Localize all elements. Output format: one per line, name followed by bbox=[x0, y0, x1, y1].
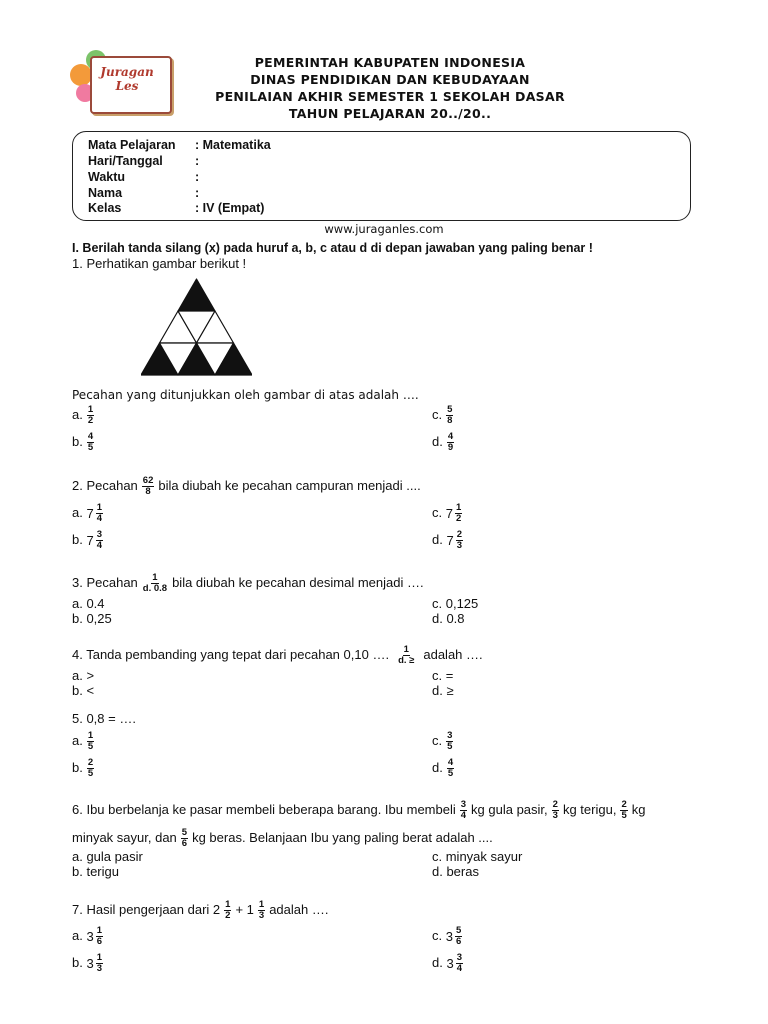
q1-b-label: b. bbox=[72, 433, 83, 449]
q7-f1-den: 2 bbox=[225, 910, 231, 921]
triangle-svg bbox=[141, 277, 252, 377]
q6-l2-pre: minyak sayur, dan bbox=[72, 829, 177, 845]
q2-fraction bbox=[142, 476, 155, 497]
q4-option-a[interactable]: a. > bbox=[72, 668, 95, 683]
mapel-value: : Matematika bbox=[195, 138, 271, 152]
q4-num: 1 bbox=[403, 644, 409, 655]
q6-option-a[interactable]: a. gula pasir bbox=[72, 849, 143, 864]
q6-f3 bbox=[620, 800, 627, 821]
q7-f2-den: 3 bbox=[258, 910, 265, 921]
mapel-label: Mata Pelajaran bbox=[88, 138, 176, 152]
q7-text bbox=[72, 900, 328, 921]
q2-a-num: 1 bbox=[96, 502, 102, 513]
q5-a-label: a. bbox=[72, 732, 83, 748]
q7-b-whole: 3 bbox=[86, 956, 94, 971]
q7-f2-num: 1 bbox=[258, 899, 265, 910]
q7-c-fraction bbox=[455, 926, 462, 947]
q1-a-label: a. bbox=[72, 406, 83, 422]
logo bbox=[62, 48, 172, 118]
q6-t3: kg bbox=[631, 801, 646, 817]
q1-b-den: 5 bbox=[87, 442, 94, 453]
q7-c-whole: 3 bbox=[445, 929, 453, 944]
q2-d-mixed bbox=[446, 530, 465, 551]
q5-text: 5. 0,8 = …. bbox=[72, 711, 136, 726]
q4-fraction bbox=[397, 645, 415, 666]
q6-t1: kg gula pasir, bbox=[471, 801, 548, 817]
q2-option-d[interactable] bbox=[432, 530, 465, 551]
q4-pre: 4. Tanda pembanding yang tepat dari pecahan 0,10 …. bbox=[72, 646, 390, 662]
logo-line1: Juragan bbox=[100, 65, 154, 79]
q4-option-b[interactable]: b. < bbox=[72, 683, 95, 698]
q5-d-num: 4 bbox=[447, 757, 454, 768]
q6-line2 bbox=[72, 828, 493, 849]
q1-c-fraction bbox=[446, 405, 453, 426]
q7-b-mixed bbox=[86, 953, 105, 974]
q1-d-fraction bbox=[447, 432, 454, 453]
balloon-orange-icon bbox=[70, 64, 92, 86]
q4-den: d. ≥ bbox=[398, 655, 415, 666]
q2-a-whole: 7 bbox=[86, 506, 94, 521]
q6-option-b[interactable]: b. terigu bbox=[72, 864, 119, 879]
q5-b-fraction bbox=[87, 758, 94, 779]
nama-value: : bbox=[195, 186, 200, 200]
q5-d-label: d. bbox=[432, 759, 443, 775]
header-line1: PEMERINTAH KABUPATEN INDONESIA bbox=[254, 55, 526, 70]
q6-f2-num: 2 bbox=[552, 799, 558, 810]
q3-pre: 3. Pecahan bbox=[72, 574, 138, 590]
q7-c-mixed bbox=[446, 926, 465, 947]
logo-line2: Les bbox=[115, 79, 139, 93]
q5-c-label: c. bbox=[432, 732, 443, 748]
q2-d-label: d. bbox=[432, 531, 443, 547]
q2-post: bila diubah ke pecahan campuran menjadi .... bbox=[158, 477, 421, 493]
q4-post: adalah …. bbox=[423, 646, 483, 662]
q7-a-den: 6 bbox=[96, 936, 102, 947]
q5-b-den: 5 bbox=[87, 768, 94, 779]
q5-c-num: 3 bbox=[447, 730, 453, 741]
q2-pre: 2. Pecahan bbox=[72, 477, 138, 493]
q3-num: 1 bbox=[152, 572, 158, 583]
q7-b-label: b. bbox=[72, 954, 83, 970]
q2-option-c[interactable] bbox=[432, 503, 464, 524]
q7-c-num: 5 bbox=[455, 925, 462, 936]
q2-d-num: 2 bbox=[456, 529, 462, 540]
q5-d-den: 5 bbox=[447, 768, 454, 779]
q2-c-num: 1 bbox=[455, 502, 462, 513]
q7-option-a[interactable] bbox=[72, 926, 105, 947]
q2-c-mixed bbox=[446, 503, 465, 524]
q5-a-den: 5 bbox=[87, 741, 94, 752]
q1-option-c[interactable] bbox=[432, 405, 455, 426]
q6-f1 bbox=[460, 800, 467, 821]
website-link[interactable]: www.juraganles.com bbox=[324, 222, 444, 236]
q1-d-num: 4 bbox=[447, 431, 454, 442]
q2-c-whole: 7 bbox=[445, 506, 453, 521]
q1-option-a[interactable] bbox=[72, 405, 96, 426]
q7-d-mixed bbox=[446, 953, 465, 974]
q5-b-label: b. bbox=[72, 759, 83, 775]
q7-a-label: a. bbox=[72, 927, 83, 943]
q5-a-num: 1 bbox=[87, 730, 94, 741]
q5-option-d[interactable] bbox=[432, 758, 456, 779]
q2-a-fraction bbox=[96, 503, 103, 524]
q2-option-b[interactable] bbox=[72, 530, 105, 551]
q3-option-c[interactable]: c. 0,125 bbox=[432, 596, 479, 611]
q7-option-d[interactable] bbox=[432, 953, 465, 974]
q6-l2-post: kg beras. Belanjaan Ibu yang paling berat adalah .... bbox=[192, 829, 493, 845]
q5-a-fraction bbox=[87, 731, 94, 752]
q2-b-num: 3 bbox=[96, 529, 102, 540]
q3-option-d[interactable]: d. 0.8 bbox=[432, 611, 465, 626]
q7-a-mixed bbox=[86, 926, 105, 947]
q1-d-den: 9 bbox=[447, 442, 454, 453]
q5-c-fraction bbox=[446, 731, 453, 752]
q6-f2 bbox=[552, 800, 559, 821]
q1-text: 1. Perhatikan gambar berikut ! bbox=[72, 256, 247, 271]
q5-option-c[interactable] bbox=[432, 731, 455, 752]
q2-d-den: 3 bbox=[456, 540, 462, 551]
q6-t2: kg terigu, bbox=[562, 801, 617, 817]
q6-f3-num: 2 bbox=[621, 799, 627, 810]
kelas-label: Kelas bbox=[88, 201, 122, 215]
q1-b-num: 4 bbox=[87, 431, 94, 442]
q5-c-den: 5 bbox=[447, 741, 453, 752]
q4-text bbox=[72, 645, 483, 666]
q7-b-den: 3 bbox=[96, 963, 102, 974]
header-line4: TAHUN PELAJARAN 20../20.. bbox=[288, 106, 492, 121]
header-line3: PENILAIAN AKHIR SEMESTER 1 SEKOLAH DASAR bbox=[215, 89, 565, 104]
q2-b-fraction bbox=[96, 530, 103, 551]
q6-f1-num: 3 bbox=[460, 799, 467, 810]
q7-option-b[interactable] bbox=[72, 953, 105, 974]
q3-den: d. 0.8 bbox=[142, 583, 168, 594]
q1-c-num: 5 bbox=[447, 404, 453, 415]
q7-b-fraction bbox=[96, 953, 103, 974]
q6-f3-den: 5 bbox=[621, 810, 627, 821]
q7-c-label: c. bbox=[432, 927, 443, 943]
q7-d-num: 3 bbox=[456, 952, 462, 963]
q7-post: adalah …. bbox=[269, 901, 329, 917]
q1-c-den: 8 bbox=[447, 415, 453, 426]
q7-d-fraction bbox=[456, 953, 463, 974]
q7-a-fraction bbox=[96, 926, 103, 947]
waktu-label: Waktu bbox=[88, 170, 126, 184]
header-line2: DINAS PENDIDIKAN DAN KEBUDAYAAN bbox=[250, 72, 530, 87]
q5-option-b[interactable] bbox=[72, 758, 96, 779]
kelas-value: : IV (Empat) bbox=[195, 201, 265, 215]
q1-a-fraction bbox=[87, 405, 94, 426]
triangle-top bbox=[178, 279, 215, 311]
nama-label: Nama bbox=[88, 186, 123, 200]
q7-b-num: 1 bbox=[96, 952, 102, 963]
hari-value: : bbox=[195, 154, 200, 168]
q2-b-label: b. bbox=[72, 531, 83, 547]
q6-f4 bbox=[181, 828, 188, 849]
q1-a-num: 1 bbox=[87, 404, 94, 415]
q7-f2 bbox=[258, 900, 265, 921]
q2-a-mixed bbox=[86, 503, 105, 524]
q7-d-whole: 3 bbox=[446, 956, 454, 971]
hari-label: Hari/Tanggal bbox=[88, 154, 163, 168]
q6-f2-den: 3 bbox=[552, 810, 558, 821]
q4-option-d[interactable]: d. ≥ bbox=[432, 683, 454, 698]
q2-num: 62 bbox=[142, 475, 154, 486]
q6-line1 bbox=[72, 800, 645, 821]
triangle-figure bbox=[141, 277, 252, 377]
q3-post: bila diubah ke pecahan desimal menjadi …. bbox=[172, 574, 424, 590]
q7-a-whole: 3 bbox=[86, 929, 94, 944]
q1-option-d[interactable] bbox=[432, 432, 456, 453]
q1-a-den: 2 bbox=[87, 415, 94, 426]
q7-c-den: 6 bbox=[455, 936, 462, 947]
q7-d-den: 4 bbox=[456, 963, 462, 974]
instruction: I. Berilah tanda silang (x) pada huruf a, b, c atau d di depan jawaban yang paling benar ! bbox=[72, 241, 593, 255]
q2-c-fraction bbox=[455, 503, 462, 524]
waktu-value: : bbox=[195, 170, 200, 184]
q7-f1 bbox=[224, 900, 231, 921]
q2-den: 8 bbox=[145, 486, 151, 497]
q6-l1-pre: 6. Ibu berbelanja ke pasar membeli beberapa barang. Ibu membeli bbox=[72, 801, 456, 817]
q5-d-fraction bbox=[447, 758, 454, 779]
q5-b-num: 2 bbox=[87, 757, 94, 768]
q7-option-c[interactable] bbox=[432, 926, 464, 947]
q6-option-d[interactable]: d. beras bbox=[432, 864, 479, 879]
q3-option-a[interactable]: a. 0.4 bbox=[72, 596, 105, 611]
q6-f4-den: 6 bbox=[181, 838, 188, 849]
q1-c-label: c. bbox=[432, 406, 443, 422]
q6-option-c[interactable]: c. minyak sayur bbox=[432, 849, 523, 864]
q2-a-den: 4 bbox=[96, 513, 102, 524]
q3-option-b[interactable]: b. 0,25 bbox=[72, 611, 112, 626]
q1-d-label: d. bbox=[432, 433, 443, 449]
q2-d-whole: 7 bbox=[446, 533, 454, 548]
q7-d-label: d. bbox=[432, 954, 443, 970]
q4-option-c[interactable]: c. = bbox=[432, 668, 454, 683]
q1-option-b[interactable] bbox=[72, 432, 96, 453]
q7-mid: + 1 bbox=[235, 901, 254, 917]
q3-fraction bbox=[142, 573, 168, 594]
q2-c-den: 2 bbox=[455, 513, 462, 524]
q1-b-fraction bbox=[87, 432, 94, 453]
q2-b-whole: 7 bbox=[86, 533, 94, 548]
q2-a-label: a. bbox=[72, 504, 83, 520]
q5-option-a[interactable] bbox=[72, 731, 96, 752]
q7-f1-num: 1 bbox=[225, 899, 231, 910]
q6-f1-den: 4 bbox=[460, 810, 467, 821]
q2-option-a[interactable] bbox=[72, 503, 105, 524]
q3-text bbox=[72, 573, 424, 594]
q7-a-num: 1 bbox=[96, 925, 102, 936]
q2-d-fraction bbox=[456, 530, 463, 551]
q6-f4-num: 5 bbox=[181, 827, 188, 838]
q2-c-label: c. bbox=[432, 504, 443, 520]
q2-b-mixed bbox=[86, 530, 105, 551]
q2-b-den: 4 bbox=[96, 540, 102, 551]
q2-text bbox=[72, 476, 421, 497]
q1-question: Pecahan yang ditunjukkan oleh gambar di atas adalah …. bbox=[72, 388, 419, 402]
q7-pre: 7. Hasil pengerjaan dari 2 bbox=[72, 901, 221, 917]
